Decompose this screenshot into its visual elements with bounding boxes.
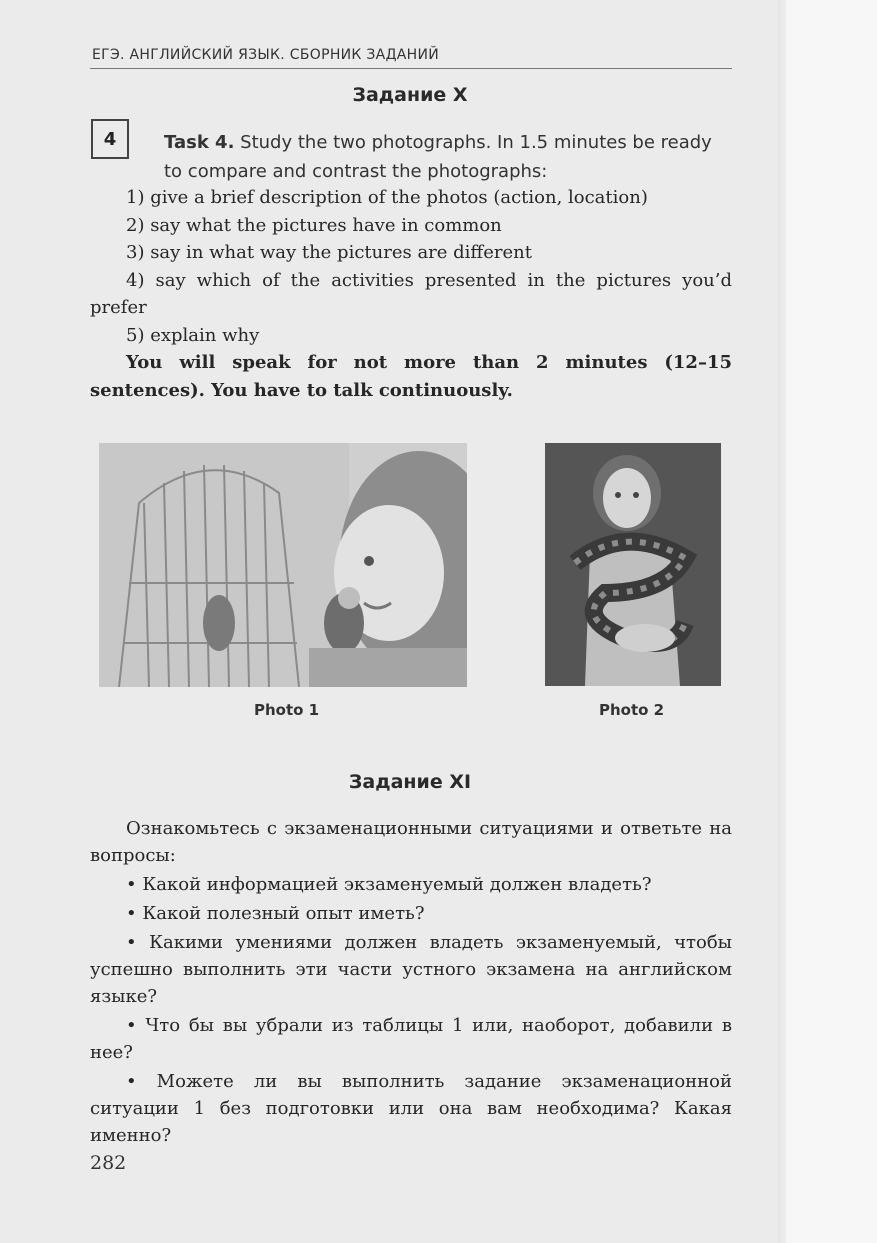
task-instruction: You will speak for not more than 2 minutes (12–15 sentences). You have to talk continuously. — [90, 352, 732, 401]
task-label: Task 4. — [164, 132, 235, 153]
section-xi-body — [90, 815, 732, 1149]
page-number: 282 — [90, 1152, 127, 1174]
task-intro — [164, 128, 734, 186]
section-x-title: Задание X — [352, 84, 468, 106]
question-item: • Какой полезный опыт иметь? — [126, 903, 425, 924]
task-item: 1) give a brief description of the photos (action, location) — [126, 187, 648, 208]
task-item: 2) say what the pictures have in common — [126, 214, 502, 236]
photo-1-illustration — [99, 443, 467, 687]
task-item: 4) say which of the activities presented in the pictures you’d prefer — [90, 269, 732, 318]
task-item: 3) say in what way the pictures are different — [126, 242, 532, 263]
task-item-list — [90, 184, 732, 349]
question-item: • Можете ли вы выполнить задание экзаменационной ситуации 1 без подготовки или она вам необходима? Какая именно? — [90, 1071, 732, 1146]
task-item: 5) explain why — [126, 324, 260, 346]
running-header: ЕГЭ. АНГЛИЙСКИЙ ЯЗЫК. СБОРНИК ЗАДАНИЙ — [92, 47, 440, 63]
task-number-badge: 4 — [91, 119, 129, 159]
question-item: • Что бы вы убрали из таблицы 1 или, наоборот, добавили в нее? — [90, 1015, 732, 1063]
task-intro-text: Study the two photographs. In 1.5 minutes be ready to compare and contrast the photographs: — [164, 132, 712, 182]
photo-2-illustration — [545, 443, 721, 686]
photo-1-girl-with-budgie — [99, 443, 467, 687]
header-rule — [90, 68, 732, 69]
section-xi-intro: Ознакомьтесь с экзаменационными ситуациями и ответьте на вопросы: — [90, 818, 732, 866]
question-item: • Какими умениями должен владеть экзаменуемый, чтобы успешно выполнить эти части устного экзамена на английском языке? — [90, 932, 732, 1007]
question-item: • Какой информацией экзаменуемый должен владеть? — [126, 874, 652, 895]
photo-1-caption: Photo 1 — [254, 701, 320, 719]
section-xi-title: Задание XI — [348, 771, 472, 793]
next-page-edge — [786, 0, 877, 1243]
photo-2-girl-with-snake — [545, 443, 721, 686]
photo-2-caption: Photo 2 — [599, 701, 665, 719]
